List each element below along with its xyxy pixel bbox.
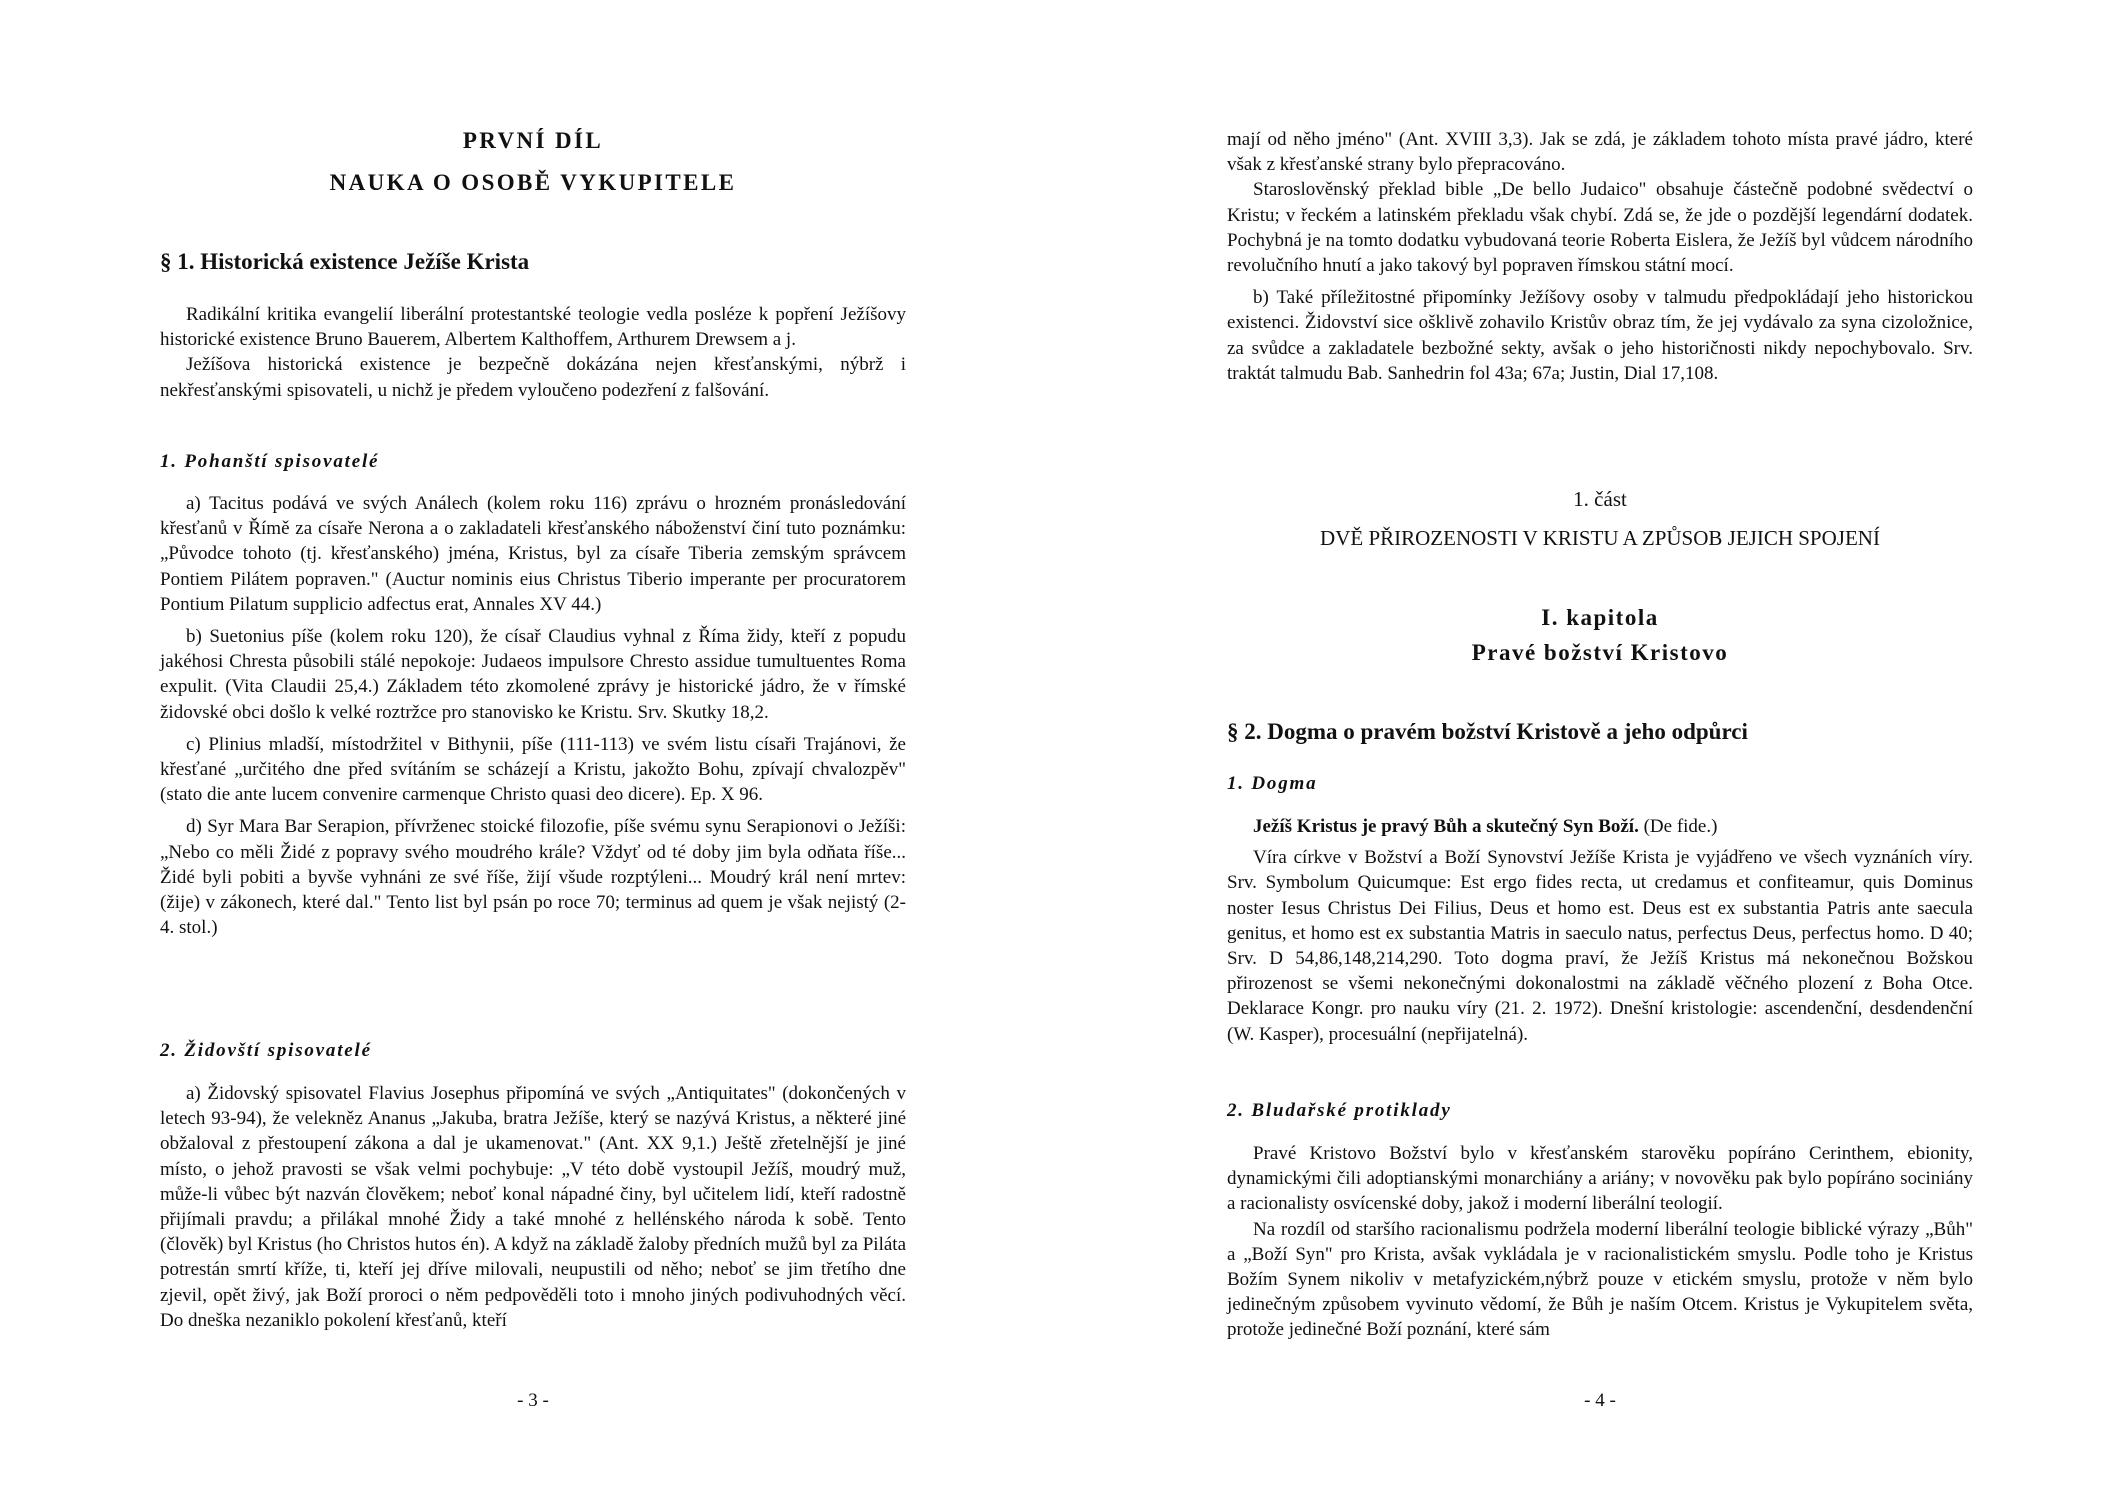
paragraph: d) Syr Mara Bar Serapion, přívrženec stoické filozofie, píše svému synu Serapionovi o Ježíši: „Nebo co měli Židé z popravy svého moudrého krále? Vždyť od té doby jim byla odňata říše... Židé byli pobiti a byvše vyhnáni ze své říše, žijí všude rozptýleni... Moudrý král není mrtev: (žije) v zákonech, které dal." Tento list byl psán po roce 70; terminus ad quem je však nejistý (2-4. stol.) xyxy=(160,816,906,939)
dogma-block xyxy=(1227,814,1973,1047)
section-title: § 2. Dogma o pravém božství Kristově a jeho odpůrci xyxy=(1227,719,1748,744)
jewish-writers-block xyxy=(160,1081,906,1333)
subsection-title: 2. Bludařské protiklady xyxy=(1227,1100,1452,1121)
paragraph: a) Tacitus podává ve svých Análech (kolem roku 116) zprávu o hrozném pronásledování křesťanů v Římě za císaře Nerona a o zakladateli křesťanského náboženství činí tuto poznámku: „Původce tohoto (tj. křesťanského) jména, Kristus, byl za císaře Tiberia zemským správcem Pontiem Pilátem popraven." (Auctur nominis eius Christus Tiberio imperante per procuratorem Pontium Pilatum supplicio adfectus erat, Annales XV 44.) xyxy=(160,493,906,615)
part-label: PRVNÍ DÍL xyxy=(462,128,604,153)
continuation-block xyxy=(1227,127,1973,386)
dogma-bold-text: Ježíš Kristus je pravý Bůh a skutečný Syn Boží. xyxy=(1253,816,1639,837)
paragraph: Víra církve v Božství a Boží Synovství Ježíše Krista je vyjádřeno ve všech vyznáních víry. Srv. Symbolum Quicumque: Est ergo fides recta, ut credamus et confiteamur, quis Dominus noster Iesus Christus Dei Filius, Deus et homo est. Deus est ex substantia Patris ante saecula genitus, et homo est ex substantia Matris in saeculo natus, perfectus Deus, perfectus homo. D 40; Srv. D 54,86,148,214,290. Toto dogma praví, že Ježíš Kristus má nekonečnou Božskou přirozenost se všemi nekonečnými dokonalostmi na základě věčného plození z Boha Otce. Deklarace Kongr. pro nauku víry (21. 2. 1972). Dnešní kristologie: ascendenční, desdendenční (W. Kasper), procesuální (nepřijatelná). xyxy=(1227,847,1973,1045)
dogma-note: (De fide.) xyxy=(1638,816,1718,837)
paragraph: c) Plinius mladší, místodržitel v Bithynii, píše (111-113) ve svém listu císaři Trajánovi, že křesťané „určitého dne před svítáním se scházejí a Kristu, jakožto Bohu, zpívají chvalozpěv" (stato die ante lucem convenire carmenque Christo quasi deo dicere). Ep. X 96. xyxy=(160,733,906,806)
paragraph: b) Také příležitostné připomínky Ježíšovy osoby v talmudu předpokládají jeho historickou existenci. Židovství sice ošklivě zohavilo Kristův obraz tím, že jej vydávalo za syna cizoložnice, za svůdce a zakladatele bezbožné sekty, avšak o jeho historičnosti nikdy nepochybovalo. Srv. traktát talmudu Bab. Sanhedrin fol 43a; 67a; Justin, Dial 17,108. xyxy=(1227,287,1973,384)
paragraph: Radikální kritika evangelií liberální protestantské teologie vedla posléze k popření Ježíšovy historické existence Bruno Bauerem, Albertem Kalthoffem, Arthurem Drewsem a j. xyxy=(160,304,906,351)
paragraph: Ježíšova historická existence je bezpečně dokázána nejen křesťanskými, nýbrž i nekřesťanskými spisovateli, u nichž je předem vyloučeno podezření z falšování. xyxy=(160,354,906,401)
dogma-statement xyxy=(1227,814,1973,839)
pagan-writers-block xyxy=(160,491,906,940)
chapter-number: I. kapitola xyxy=(1541,605,1659,630)
right-page xyxy=(1227,0,1973,1501)
subsection-title: 1. Pohanští spisovatelé xyxy=(160,451,380,472)
chapter-name: Pravé božství Kristovo xyxy=(1471,640,1729,665)
part-title: NAUKA O OSOBĚ VYKUPITELE xyxy=(329,170,737,195)
left-page xyxy=(160,0,906,1501)
paragraph: a) Židovský spisovatel Flavius Josephus připomíná ve svých „Antiquitates" (dokončených v letech 93-94), že velekněz Ananus „Jakuba, bratra Ježíše, který se nazývá Kristus, a některé jiné obžaloval z přestoupení zákona a dal je ukamenovat." (Ant. XX 9,1.) Ještě zřetelnější je jiné místo, o jehož pravosti se však velmi pochybuje: „V této době vystoupil Ježíš, moudrý muž, může-li vůbec být nazván člověkem; neboť konal nápadné činy, byl učitelem lidí, kteří radostně přijímali pravdu; a přilákal mnohé Židy a také mnohé z hellénského národa k sobě. Tento (člověk) byl Kristus (ho Christos hutos én). A když na základě žaloby předních mužů byl za Piláta potrestán smrtí kříže, ti, kteří jej dříve milovali, neupustili od něho; neboť se jim třetího dne zjevil, opět živý, jak Boží proroci o něm pedpověděli toto i mnoho jiných podivuhodných věcí. Do dneška nezaniklo pokolení křesťanů, kteří xyxy=(160,1083,906,1331)
paragraph: Na rozdíl od staršího racionalismu podržela moderní liberální teologie biblické výrazy „Bůh" a „Boží Syn" pro Krista, avšak vykládala je v racionalistickém smyslu. Podle toho je Kristus Božím Synem nikoliv v metafyzickém,nýbrž pouze v etickém smyslu, protože v něm bylo jedinečným způsobem vyvinuto vědomí, že Bůh je naším Otcem. Kristus je Vykupitelem světa, protože jedinečné Boží poznání, které sám xyxy=(1227,1218,1973,1341)
intro-block xyxy=(160,302,906,403)
section-title: § 1. Historická existence Ježíše Krista xyxy=(160,249,530,274)
page-number: - 4 - xyxy=(1584,1390,1616,1411)
paragraph: Pravé Kristovo Božství bylo v křesťanském starověku popíráno Cerinthem, ebionity, dynamickými čili adoptianskými monarchiány a ariány; v novověku pak bylo popíráno sociniány a racionalisty osvícenské doby, jakož i moderní liberální teologií. xyxy=(1227,1143,1973,1215)
subsection-title: 1. Dogma xyxy=(1227,773,1318,794)
subsection-title: 2. Židovští spisovatelé xyxy=(160,1040,372,1061)
page-number: - 3 - xyxy=(517,1390,549,1411)
heresies-block xyxy=(1227,1141,1973,1343)
paragraph: mají od něho jméno" (Ant. XVIII 3,3). Jak se zdá, je základem tohoto místa pravé jádro, které však z křesťanské strany bylo přepracováno. xyxy=(1227,129,1973,176)
paragraph: b) Suetonius píše (kolem roku 120), že císař Claudius vyhnal z Říma židy, kteří z popudu jakéhosi Chresta působili stálé nepokoje: Judaeos impulsore Chresto assidue tumultuentes Roma expulit. (Vita Claudii 25,4.) Základem této zkomolené zprávy je historické jádro, že v římské židovské obci došlo k velké roztržce pro stanovisko ke Kristu. Srv. Skutky 18,2. xyxy=(160,626,906,723)
part-name: DVĚ PŘIROZENOSTI V KRISTU A ZPŮSOB JEJICH SPOJENÍ xyxy=(1320,526,1880,550)
paragraph: Staroslověnský překlad bible „De bello Judaico" obsahuje částečně podobné svědectví o Kristu; v řeckém a latinském překladu však chybí. Zdá se, že jde o pozdější legendární dodatek. Pochybná je na tomto dodatku vybudovaná teorie Roberta Eislera, že Ježíš byl vůdcem národního revolučního hnutí a jako takový byl popraven římskou státní mocí. xyxy=(1227,179,1973,277)
part-number: 1. část xyxy=(1573,487,1627,511)
